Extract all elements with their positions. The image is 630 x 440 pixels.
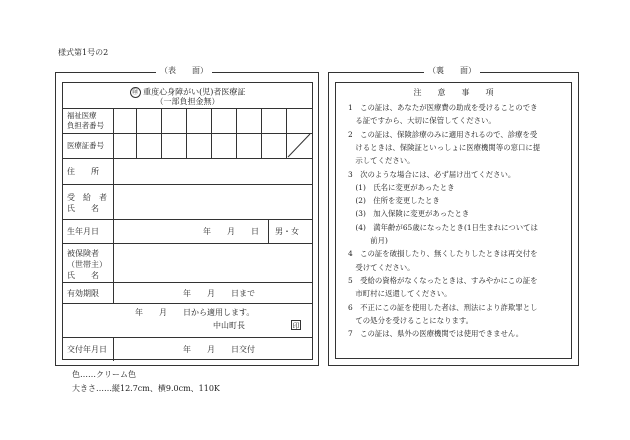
note-line: 1 この証は、あなたが医療費の助成を受けることのでき xyxy=(348,103,538,112)
sex-field: 男・女 xyxy=(275,227,299,236)
validity-value: 年 月 日まで xyxy=(183,289,255,298)
note-line: 6 不正にこの証を使用した者は、刑法により詐欺罪とし xyxy=(348,302,538,312)
note-line: 7 この証は、県外の医療機関では使用できません。 xyxy=(348,329,524,339)
note-line: (4) 満年齢が65歳になったとき(1日生まれについては xyxy=(348,222,538,232)
validity-label: 有効期限 xyxy=(67,289,99,298)
cert-number-slash xyxy=(286,133,312,158)
card-title-main: 重度心身障がい(児)者医療証 xyxy=(143,87,246,97)
note-line: る証ですから、大切に保管してください。 xyxy=(348,116,496,126)
issuer-emblem-icon: ㊞ xyxy=(130,87,141,98)
welfare-number-label-1: 福祉医療 xyxy=(67,111,97,120)
footer-size: 大きさ……縦12.7cm、横9.0cm、110K xyxy=(72,384,220,393)
issue-date-label: 交付年月日 xyxy=(67,345,107,354)
official-seal-icon: 印 xyxy=(292,322,300,330)
note-line: 4 この証を破損したり、無くしたりしたときは再交付を xyxy=(348,249,538,259)
note-line: 3 次のような場合には、必ず届け出てください。 xyxy=(348,169,516,179)
note-line: 2 この証は、保険診療のみに適用されるので、診療を受 xyxy=(348,129,538,139)
note-line: けるときは、保険証といっしょに医療機関等の窓口に提 xyxy=(348,142,541,152)
note-line: 受けてください。 xyxy=(348,262,415,272)
card-subtitle: （一部負担金無） xyxy=(155,97,220,106)
apply-text: 年 月 日から適用します。 xyxy=(135,308,255,317)
note-line: (2) 住所を変更したとき xyxy=(348,196,440,206)
footer-color: 色……クリーム色 xyxy=(72,370,136,379)
address-label: 住 所 xyxy=(67,167,99,176)
mayor-name: 中山町長 xyxy=(213,321,245,330)
note-line: (3) 加入保険に変更があったとき xyxy=(348,209,470,219)
welfare-number-label-2: 負担者番号 xyxy=(67,121,104,130)
note-line: 前月) xyxy=(348,236,388,245)
recipient-label-2: 氏 名 xyxy=(67,204,99,213)
note-line: (1) 氏名に変更があったとき xyxy=(348,182,455,192)
recipient-label-1: 受 給 者 xyxy=(67,193,107,202)
insured-label-2: （世帯主） xyxy=(67,260,107,269)
cert-number-label: 医療証番号 xyxy=(67,141,104,150)
back-panel xyxy=(328,66,579,366)
front-table xyxy=(62,82,313,360)
birthdate-label: 生年月日 xyxy=(67,227,99,236)
birthdate-value: 年 月 日 xyxy=(203,227,259,236)
issue-date-value: 年 月 日交付 xyxy=(183,345,255,354)
notes-title: 注 意 事 項 xyxy=(413,88,494,97)
front-panel xyxy=(55,66,319,366)
note-line: 市町村に返還してください。 xyxy=(348,289,452,299)
front-header: （表 面） xyxy=(156,67,212,75)
note-line: ての処分を受けることになります。 xyxy=(348,315,474,325)
form-number-label: 様式第1号の2 xyxy=(58,48,109,57)
insured-label-1: 被保険者 xyxy=(67,249,99,258)
back-header: （裏 面） xyxy=(424,67,480,75)
insured-label-3: 氏 名 xyxy=(67,271,99,280)
note-line: 5 受給の資格がなくなったときは、すみやかにこの証を xyxy=(348,275,538,285)
note-line: 示してください。 xyxy=(348,156,415,166)
notes-box xyxy=(335,82,572,359)
